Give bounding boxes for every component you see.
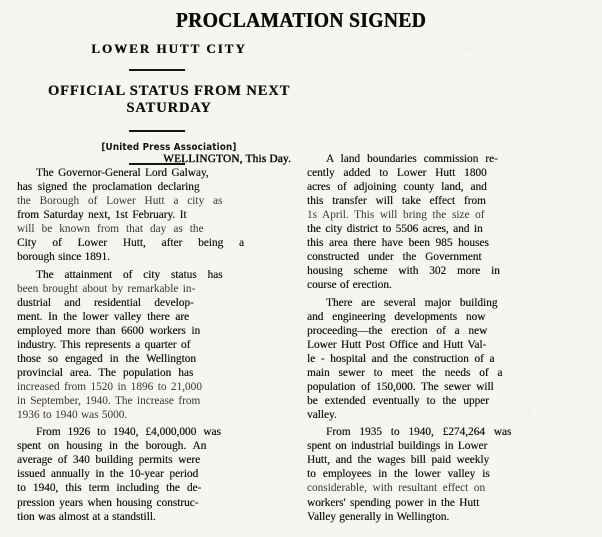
divider-rule-1 — [129, 69, 185, 71]
article-line: issued annually in the 10-year period — [17, 468, 199, 481]
article-line: industry. This represents a quarter of — [17, 338, 191, 351]
article-line: those so engaged in the Wellington — [17, 352, 196, 365]
article-paragraph — [17, 152, 291, 264]
article-paragraph — [17, 268, 291, 423]
article-line: Hutt, and the wages bill paid weekly — [307, 454, 490, 467]
article-line: le - hospital and the construction of a — [307, 352, 495, 365]
article-line: provincial area. The population has — [17, 366, 194, 379]
article-line: to employees in the lower valley is — [307, 468, 490, 481]
article-line: There are several major building — [326, 296, 498, 309]
article-line: housing scheme with 302 more in — [307, 265, 500, 278]
article-line: course of erection. — [307, 279, 392, 292]
article-line: Valley generally in Wellington. — [307, 510, 450, 523]
dateline: WELLINGTON, This Day. — [163, 153, 291, 165]
article-line: the Borough of Lower Hutt a city as — [17, 195, 223, 208]
press-association-credit: [United Press Association] — [101, 142, 237, 153]
article-line: From 1935 to 1940, £274,264 was — [326, 426, 512, 439]
article-line: acres of adjoining county land, and — [307, 181, 487, 194]
article-line: population of 150,000. The sewer will — [307, 380, 494, 393]
article-line: in September, 1940. The increase from — [17, 394, 201, 407]
subheading-city: LOWER HUTT CITY — [91, 41, 247, 56]
article-line: valley. — [307, 409, 337, 422]
article-line: tion was almost at a standstill. — [17, 510, 156, 523]
article-line: The attainment of city status has — [36, 268, 223, 281]
article-line: been brought about by remarkable in- — [17, 282, 196, 295]
article-line: this area there have been 985 houses — [307, 237, 489, 250]
article-line: dustrial and residential develop- — [17, 296, 194, 309]
article-line: main sewer to meet the needs of a — [307, 366, 503, 379]
article-line: cently added to Lower Hutt 1800 — [307, 167, 487, 180]
article-line: workers' spending power in the Hutt — [307, 496, 480, 509]
article-line: this transfer will take effect from — [307, 195, 486, 208]
article-line: from Saturday next, 1st February. It — [17, 209, 187, 222]
article-line: 1s April. This will bring the size of — [307, 209, 485, 222]
article-paragraph — [17, 425, 291, 523]
article-line: be extended eventually to the upper — [307, 394, 489, 407]
article-line: 1936 to 1940 was 5000. — [17, 409, 128, 422]
article-line: the city district to 5506 acres, and in — [307, 223, 483, 236]
article-column-right — [307, 152, 584, 524]
article-line: will be known from that day as the — [17, 223, 204, 236]
article-line: has signed the proclamation declaring — [17, 181, 200, 194]
article-line: Lower Hutt Post Office and Hutt Val- — [307, 338, 487, 351]
subheading-status-line1: OFFICIAL STATUS FROM NEXT — [47, 83, 291, 99]
article-line: considerable, with resultant effect on — [307, 482, 486, 495]
article-line: spent on housing in the borough. An — [17, 440, 207, 453]
article-line: The Governor-General Lord Galway, — [36, 167, 209, 180]
article-line: employed more than 6600 workers in — [17, 324, 201, 337]
article-paragraph — [307, 425, 584, 523]
article-line: spent on industrial buildings in Lower — [307, 440, 488, 453]
article-line: average of 340 building permits were — [17, 454, 201, 467]
masthead — [0, 0, 602, 165]
article-line: pression years when housing construc- — [17, 496, 199, 509]
article-paragraph — [307, 152, 584, 292]
article-line: and engineering developments now — [307, 310, 486, 323]
divider-rule-2 — [129, 130, 185, 132]
subheading-status — [0, 83, 470, 117]
article-line: ment. In the lower valley there are — [17, 310, 190, 323]
article-paragraph — [307, 296, 584, 422]
article-line: A land boundaries commission re- — [326, 153, 498, 165]
article-line: increased from 1520 in 1896 to 21,000 — [17, 380, 202, 393]
article-line: borough since 1891. — [17, 251, 110, 264]
article-line: proceeding—the erection of a new — [307, 324, 488, 337]
article-line: From 1926 to 1940, £4,000,000 was — [36, 426, 221, 439]
subheading-status-line2: SATURDAY — [126, 100, 212, 116]
article-column-left — [17, 152, 291, 524]
article-line: to 1940, this term including the de- — [17, 482, 202, 495]
article-line: City of Lower Hutt, after being a — [17, 237, 245, 250]
page-title: PROCLAMATION SIGNED — [175, 8, 427, 32]
article-line: constructed under the Government — [307, 251, 482, 264]
